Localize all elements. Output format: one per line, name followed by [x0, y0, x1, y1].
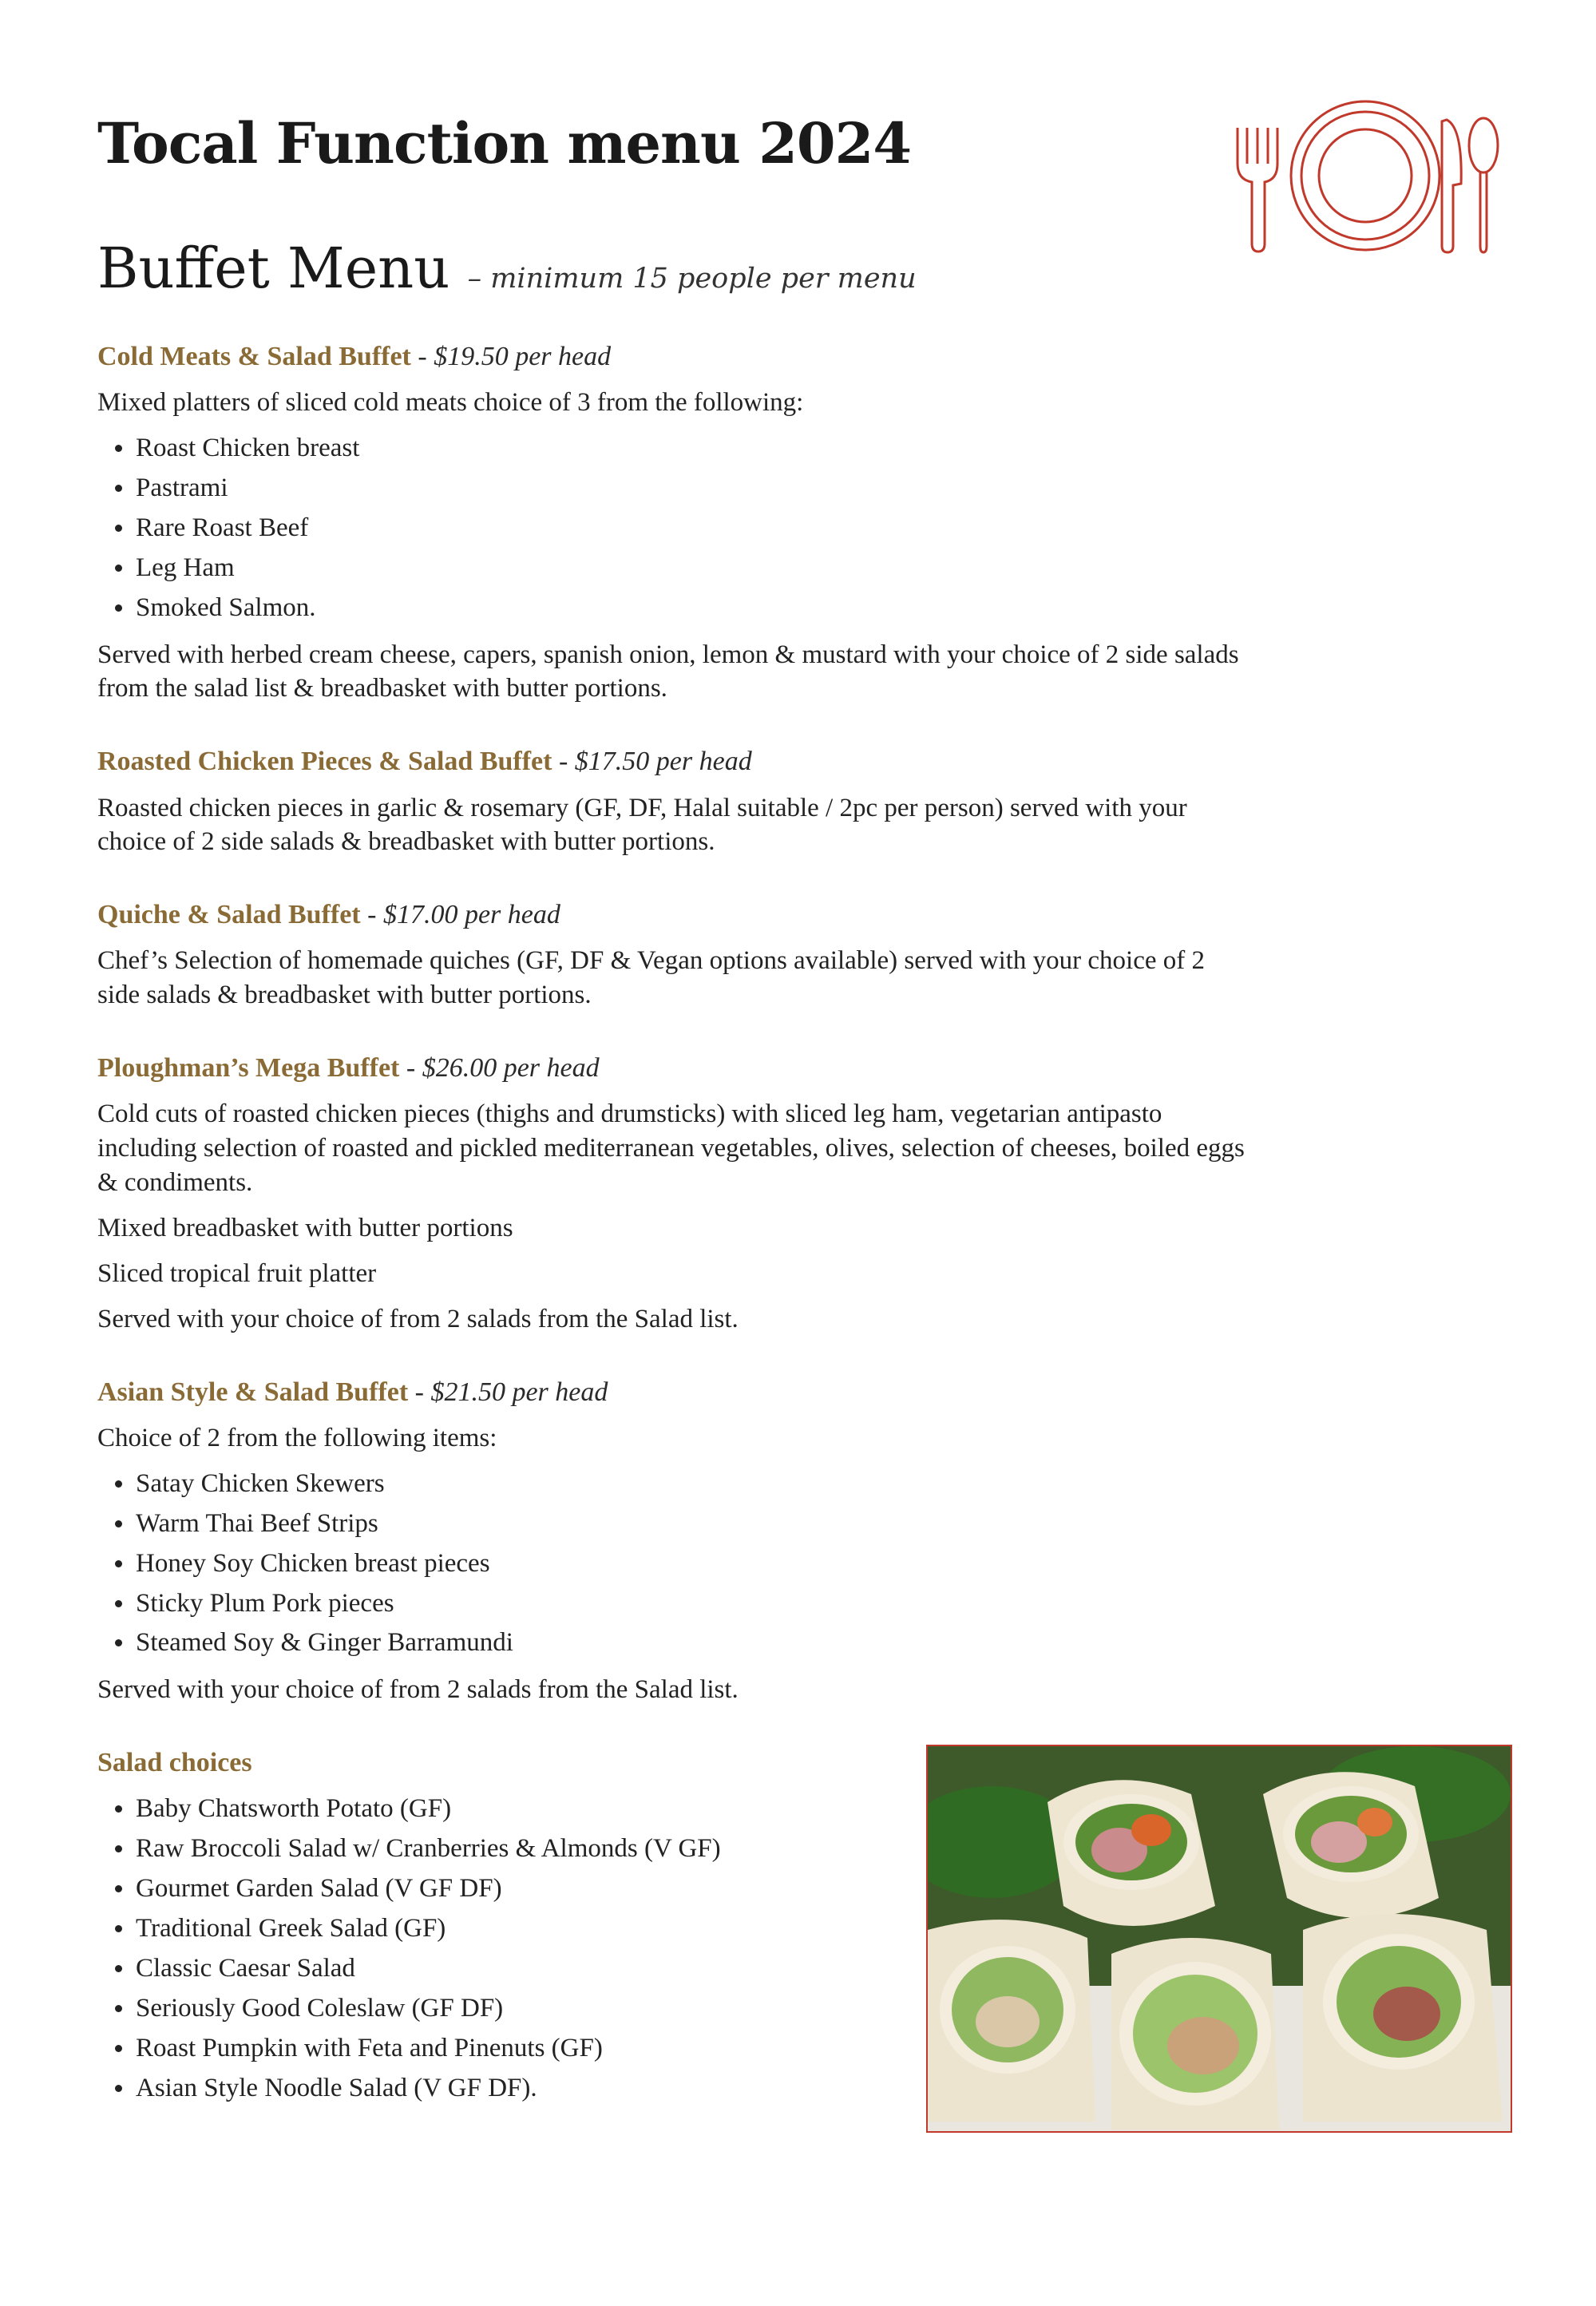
section-outro: Served with your choice of from 2 salads from the Salad list.: [97, 1304, 739, 1333]
section-price: - $26.00 per head: [399, 1053, 600, 1084]
section-line: Sliced tropical fruit platter: [97, 1259, 377, 1288]
list-item: Gourmet Garden Salad (V GF DF): [113, 1872, 1247, 1906]
section-price: - $19.50 per head: [410, 342, 612, 371]
wraps-illustration: [928, 1746, 1511, 2131]
wrap-sandwiches-photo: [926, 1745, 1512, 2133]
list-item: Baby Chatsworth Potato (GF): [113, 1792, 1247, 1826]
section-price: - $17.00 per head: [360, 900, 560, 930]
section-asian-style: [97, 1375, 1247, 1707]
list-item: Classic Caesar Salad: [113, 1951, 1247, 1986]
section-intro: Roasted chicken pieces in garlic & rosemary (GF, DF, Halal suitable / 2pc per person) served with your choice of 2 side salads & breadbasket with butter portions.: [97, 793, 1187, 857]
section-heading: [97, 339, 1247, 374]
section-heading: [97, 897, 1247, 933]
section-outro: Served with herbed cream cheese, capers, spanish onion, lemon & mustard with your choice of 2 side salads from the salad list & breadbasket with butter portions.: [97, 640, 1239, 703]
plate-cutlery-icon: [1230, 96, 1501, 256]
list-item: Traditional Greek Salad (GF): [113, 1912, 1247, 1946]
section-outro: Served with your choice of from 2 salads from the Salad list.: [97, 1675, 739, 1705]
section-intro: Mixed platters of sliced cold meats choice of 3 from the following:: [97, 388, 804, 418]
section-line: Mixed breadbasket with butter portions: [97, 1214, 513, 1243]
list-item: Rare Roast Beef: [113, 511, 1247, 545]
section-quiche: [97, 897, 1247, 1012]
list-item: Sticky Plum Pork pieces: [113, 1587, 1247, 1621]
section-heading: [97, 1051, 1247, 1086]
list-item: Honey Soy Chicken breast pieces: [113, 1547, 1247, 1581]
page-title: Tocal Function menu 2024: [97, 110, 912, 176]
section-intro: Choice of 2 from the following items:: [97, 1423, 497, 1452]
list-item: Leg Ham: [113, 551, 1247, 585]
section-name: Asian Style & Salad Buffet: [97, 1377, 409, 1407]
section-cold-meats: [97, 339, 1247, 706]
subtitle-main: Buffet Menu: [97, 236, 450, 301]
list-item: Raw Broccoli Salad w/ Cranberries & Almonds (V GF): [113, 1832, 1247, 1866]
list-item: Seriously Good Coleslaw (GF DF): [113, 1991, 1247, 2026]
section-ploughmans: [97, 1051, 1247, 1337]
section-price: - $17.50 per head: [552, 747, 752, 777]
section-name: Cold Meats & Salad Buffet: [97, 342, 411, 371]
list-item: Roast Chicken breast: [113, 431, 1247, 466]
list-item: Steamed Soy & Ginger Barramundi: [113, 1626, 1247, 1660]
list-item: Asian Style Noodle Salad (V GF DF).: [113, 2071, 1247, 2106]
list-item: Warm Thai Beef Strips: [113, 1507, 1247, 1541]
section-name: Quiche & Salad Buffet: [97, 900, 361, 930]
item-list: [97, 431, 1247, 624]
list-item: Pastrami: [113, 471, 1247, 505]
section-heading: [97, 744, 1247, 779]
section-roasted-chicken: [97, 744, 1247, 859]
list-item: Smoked Salmon.: [113, 591, 1247, 625]
subtitle-note: – minimum 15 people per menu: [467, 263, 917, 295]
item-list: [97, 1467, 1247, 1660]
menu-subtitle: [97, 236, 917, 301]
section-intro: Chef’s Selection of homemade quiches (GF, DF & Vegan options available) served with your choice of 2 side salads & breadbasket with butter portions.: [97, 946, 1205, 1010]
list-item: Roast Pumpkin with Feta and Pinenuts (GF): [113, 2031, 1247, 2066]
section-intro: Cold cuts of roasted chicken pieces (thighs and drumsticks) with sliced leg ham, vegetarian antipasto including selection of roasted and pickled mediterranean vegetables, olives, selection of cheeses, boiled eggs & condiments.: [97, 1100, 1245, 1198]
section-name: Roasted Chicken Pieces & Salad Buffet: [97, 747, 552, 777]
section-name: Ploughman’s Mega Buffet: [97, 1053, 400, 1084]
section-price: - $21.50 per head: [408, 1377, 608, 1407]
section-heading: [97, 1375, 1247, 1410]
list-item: Satay Chicken Skewers: [113, 1467, 1247, 1501]
section-name: Salad choices: [97, 1748, 252, 1778]
